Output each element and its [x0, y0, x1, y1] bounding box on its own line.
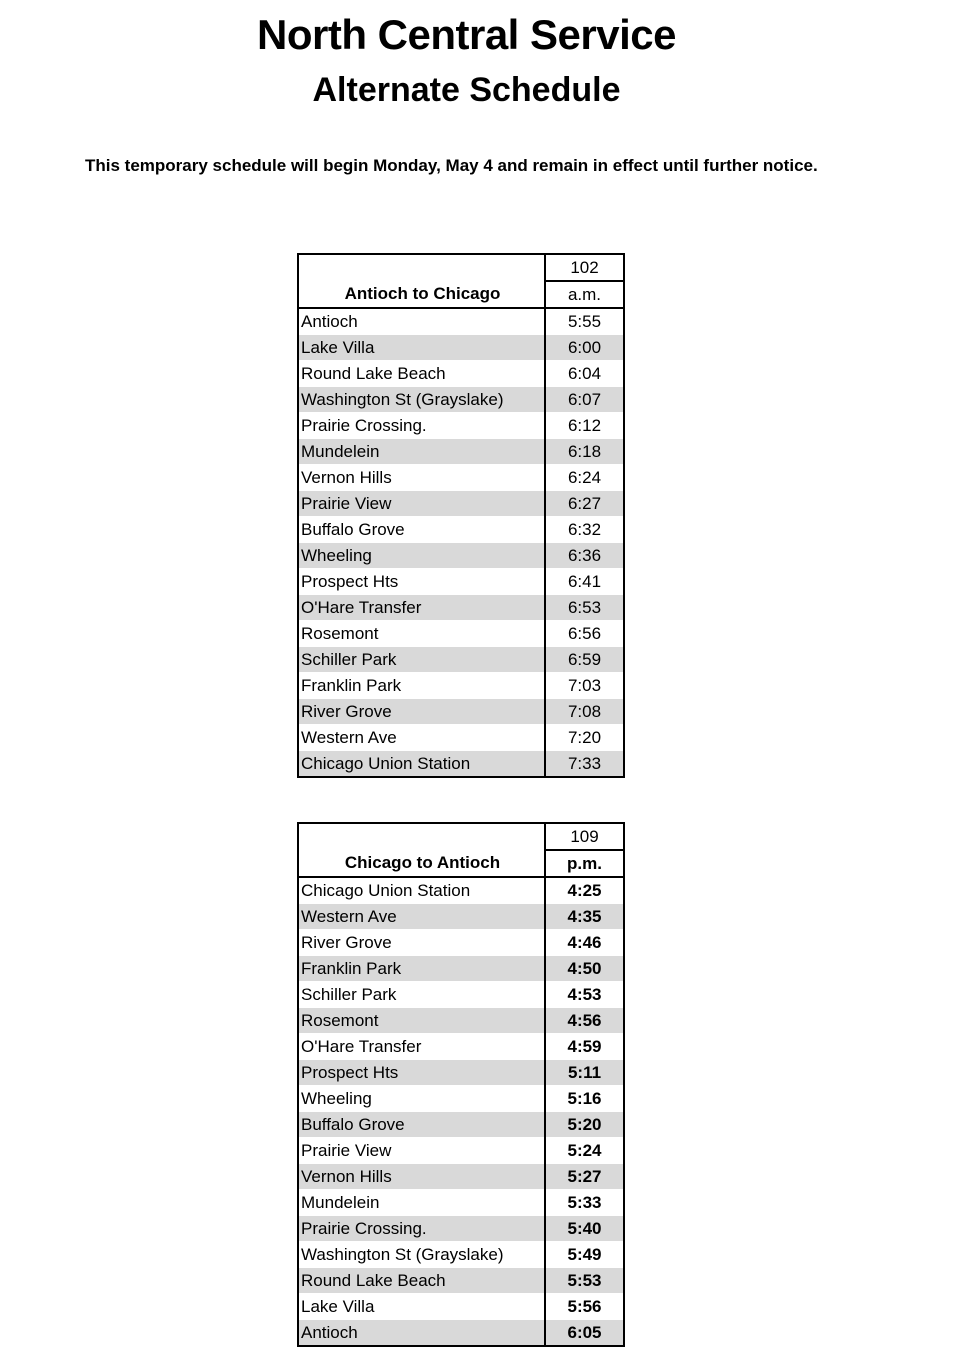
departure-time: 5:27: [545, 1164, 624, 1190]
station-name: Round Lake Beach: [298, 361, 545, 387]
station-name: Buffalo Grove: [298, 1112, 545, 1138]
departure-time: 6:56: [545, 621, 624, 647]
table-row: [298, 1320, 624, 1347]
departure-time: 5:24: [545, 1138, 624, 1164]
table-row: [298, 725, 624, 751]
departure-time: 6:27: [545, 491, 624, 517]
table-row: [298, 1164, 624, 1190]
departure-time: 5:33: [545, 1190, 624, 1216]
table-row: [298, 699, 624, 725]
station-name: Prairie Crossing.: [298, 413, 545, 439]
departure-time: 6:41: [545, 569, 624, 595]
table-row: [298, 465, 624, 491]
table-row: [298, 647, 624, 673]
departure-time: 6:00: [545, 335, 624, 361]
departure-time: 5:16: [545, 1086, 624, 1112]
departure-time: 5:40: [545, 1216, 624, 1242]
departure-time: 5:55: [545, 308, 624, 335]
departure-time: 6:32: [545, 517, 624, 543]
station-name: Prairie Crossing.: [298, 1216, 545, 1242]
departure-time: 6:36: [545, 543, 624, 569]
train-number: 109: [545, 823, 624, 850]
departure-time: 6:59: [545, 647, 624, 673]
period-label: a.m.: [545, 281, 624, 308]
table-row: [298, 335, 624, 361]
station-name: Rosemont: [298, 1008, 545, 1034]
page-title: North Central Service: [257, 11, 676, 58]
station-name: Western Ave: [298, 725, 545, 751]
station-name: Round Lake Beach: [298, 1268, 545, 1294]
table-row: [298, 1294, 624, 1320]
table-row: [298, 621, 624, 647]
station-name: Prairie View: [298, 491, 545, 517]
table-row: [298, 361, 624, 387]
table-row: [298, 517, 624, 543]
table-row: [298, 1268, 624, 1294]
table-row: [298, 1086, 624, 1112]
table-row: [298, 1242, 624, 1268]
station-name: O'Hare Transfer: [298, 1034, 545, 1060]
departure-time: 6:12: [545, 413, 624, 439]
departure-time: 4:59: [545, 1034, 624, 1060]
departure-time: 6:07: [545, 387, 624, 413]
station-name: River Grove: [298, 930, 545, 956]
table-row: [298, 439, 624, 465]
station-name: Rosemont: [298, 621, 545, 647]
station-name: Schiller Park: [298, 647, 545, 673]
station-name: Franklin Park: [298, 673, 545, 699]
table-row: [298, 877, 624, 904]
table-row: [298, 751, 624, 778]
station-name: Prospect Hts: [298, 1060, 545, 1086]
departure-time: 5:53: [545, 1268, 624, 1294]
direction-label: Antioch to Chicago: [298, 281, 545, 308]
departure-time: 4:46: [545, 930, 624, 956]
table-row: [298, 956, 624, 982]
station-name: Chicago Union Station: [298, 877, 545, 904]
table-row: [298, 1190, 624, 1216]
departure-time: 4:35: [545, 904, 624, 930]
table-row: [298, 930, 624, 956]
departure-time: 4:53: [545, 982, 624, 1008]
table-row: [298, 904, 624, 930]
schedule-notice: This temporary schedule will begin Monday, May 4 and remain in effect until further notice.: [85, 156, 818, 175]
table-row: [298, 569, 624, 595]
station-name: River Grove: [298, 699, 545, 725]
table-row: [298, 1034, 624, 1060]
station-name: Washington St (Grayslake): [298, 387, 545, 413]
page-subtitle: Alternate Schedule: [312, 71, 621, 109]
departure-time: 7:33: [545, 751, 624, 778]
station-name: Prospect Hts: [298, 569, 545, 595]
departure-time: 6:04: [545, 361, 624, 387]
station-name: Wheeling: [298, 1086, 545, 1112]
departure-time: 6:05: [545, 1320, 624, 1347]
departure-time: 7:03: [545, 673, 624, 699]
station-name: Chicago Union Station: [298, 751, 545, 778]
direction-label: Chicago to Antioch: [298, 850, 545, 877]
station-name: Vernon Hills: [298, 1164, 545, 1190]
table-row: [298, 673, 624, 699]
station-name: Antioch: [298, 308, 545, 335]
departure-time: 4:50: [545, 956, 624, 982]
station-name: Buffalo Grove: [298, 517, 545, 543]
departure-time: 6:53: [545, 595, 624, 621]
departure-time: 4:56: [545, 1008, 624, 1034]
header-blank-cell: [298, 254, 545, 281]
table-header-row: [298, 850, 624, 877]
departure-time: 6:18: [545, 439, 624, 465]
table-row: [298, 1008, 624, 1034]
departure-time: 6:24: [545, 465, 624, 491]
header-blank-cell: [298, 823, 545, 850]
departure-time: 5:20: [545, 1112, 624, 1138]
departure-time: 7:08: [545, 699, 624, 725]
table-header-row: [298, 254, 624, 281]
departure-time: 4:25: [545, 877, 624, 904]
departure-time: 5:11: [545, 1060, 624, 1086]
table-row: [298, 1216, 624, 1242]
table-row: [298, 543, 624, 569]
outbound-schedule-table: [297, 822, 625, 1347]
inbound-schedule-table: [297, 253, 625, 778]
table-row: [298, 595, 624, 621]
station-name: Antioch: [298, 1320, 545, 1347]
station-name: Mundelein: [298, 439, 545, 465]
period-label: p.m.: [545, 850, 624, 877]
departure-time: 5:49: [545, 1242, 624, 1268]
station-name: O'Hare Transfer: [298, 595, 545, 621]
table-row: [298, 413, 624, 439]
train-number: 102: [545, 254, 624, 281]
table-row: [298, 982, 624, 1008]
station-name: Western Ave: [298, 904, 545, 930]
station-name: Schiller Park: [298, 982, 545, 1008]
table-header-row: [298, 823, 624, 850]
table-row: [298, 387, 624, 413]
table-row: [298, 1060, 624, 1086]
station-name: Prairie View: [298, 1138, 545, 1164]
table-row: [298, 1138, 624, 1164]
departure-time: 5:56: [545, 1294, 624, 1320]
station-name: Washington St (Grayslake): [298, 1242, 545, 1268]
station-name: Lake Villa: [298, 1294, 545, 1320]
departure-time: 7:20: [545, 725, 624, 751]
table-row: [298, 1112, 624, 1138]
table-row: [298, 308, 624, 335]
station-name: Vernon Hills: [298, 465, 545, 491]
table-header-row: [298, 281, 624, 308]
table-row: [298, 491, 624, 517]
station-name: Mundelein: [298, 1190, 545, 1216]
station-name: Franklin Park: [298, 956, 545, 982]
station-name: Lake Villa: [298, 335, 545, 361]
station-name: Wheeling: [298, 543, 545, 569]
